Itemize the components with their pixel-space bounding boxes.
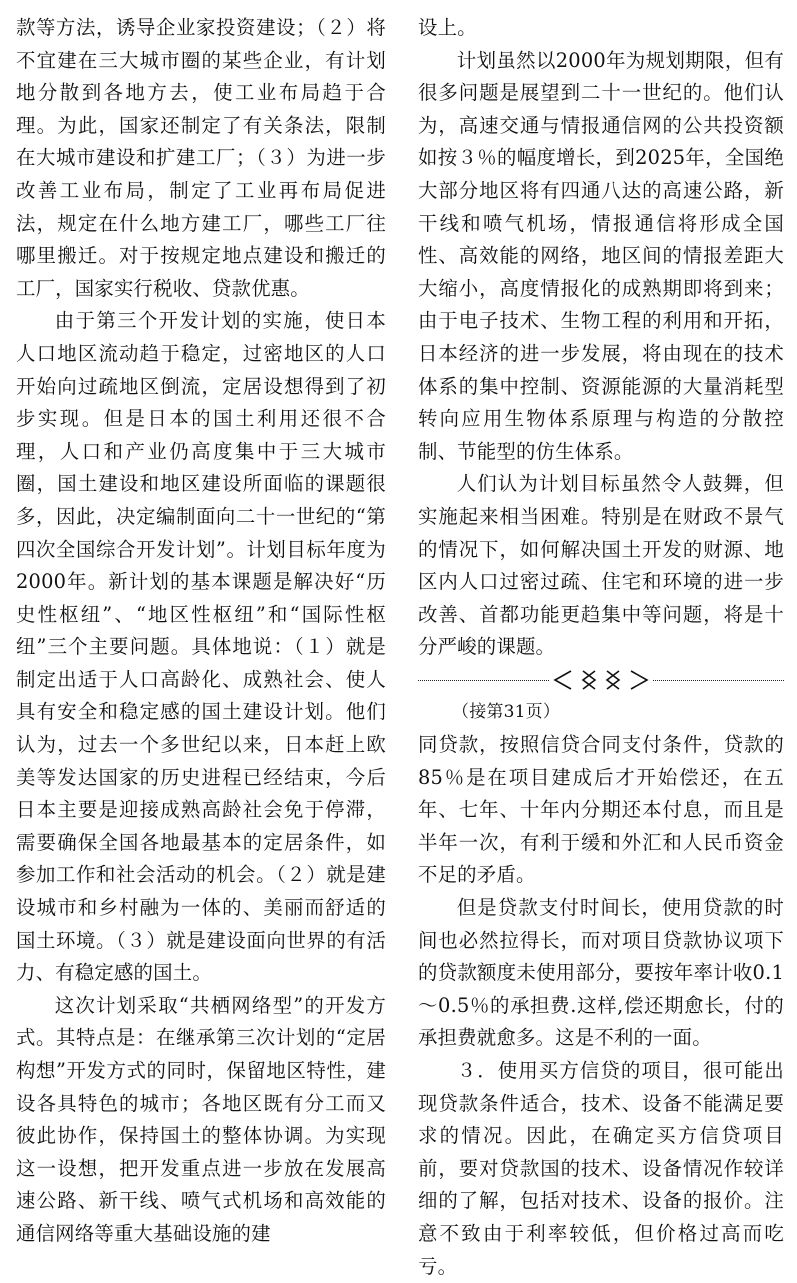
ornament-icon <box>553 669 649 691</box>
paragraph: 同贷款，按照信贷合同支付条件，贷款的85％是在项目建成后才开始偿还，在五年、七年、十年内分期还本付息，而且是半年一次，有利于缓和外汇和人民币资金不足的矛盾。 <box>418 733 784 887</box>
paragraph: ３．使用买方信贷的项目，很可能出现贷款条件适合，技术、设备不能满足要求的情况。因此，在确定买方信贷项目前，要对贷款国的技术、设备情况作较详细的了解，包括对技术、设备的报价。注意不致由于利率较低，但价格过高而吃亏。 <box>418 1059 784 1278</box>
divider-line-right <box>653 680 784 681</box>
section-divider <box>418 664 784 697</box>
paragraph: 款等方法，诱导企业家投资建设；（２）将不宜建在三大城市圈的某些企业，有计划地分散到各地方去，使工业布局趋于合理。为此，国家还制定了有关条法，限制在大城市建设和扩建工厂；（３）为进一步改善工业布局，制定了工业再布局促进法，规定在什么地方建工厂，哪些工厂往哪里搬迁。对于按规定地点建设和搬迁的工厂，国家实行税收、贷款优惠。 <box>16 16 386 300</box>
paragraph: 但是贷款支付时间长，使用贷款的时间也必然拉得长，而对项目贷款协议项下的贷款额度未使用部分，要按年率计收0.1～0.5％的承担费.这样,偿还期愈长，付的承担费就愈多。这是不利的一面。 <box>418 896 784 1050</box>
paragraph: 由于第三个开发计划的实施，使日本人口地区流动趋于稳定，过密地区的人口开始向过疏地区倒流，定居设想得到了初步实现。但是日本的国土利用还很不合理，人口和产业仍高度集中于三大城市圈，国土建设和地区建设所面临的课题很多，因此，决定编制面向二十一世纪的“第四次全国综合开发计划”。计划目标年度为2000年。新计划的基本课题是解决好“历史性枢纽”、“地区性枢纽”和“国际性枢纽”三个主要问题。具体地说：（１）就是制定出适于人口高龄化、成熟社会、使人具有安全和稳定感的国土建设计划。他们认为，过去一个多世纪以来，日本赶上欧美等发达国家的历史进程已经结束，今后日本主要是迎接成熟高龄社会免于停滞，需要确保全国各地最基本的定居条件，如参加工作和社会活动的机会。（２）就是建设城市和乡村融为一体的、美丽而舒适的国土环境。（３）就是建设面向世界的有活力、有稳定感的国土。 <box>16 309 386 985</box>
paragraph: 这次计划采取“共栖网络型”的开发方式。其特点是：在继承第三次计划的“定居构想”开发方式的同时，保留地区特性，建设各具特色的城市；各地区既有分工而又彼此协作，保持国土的整体协调。为实现这一设想，把开发重点进一步放在发展高速公路、新干线、喷气式机场和高效能的通信网络等重大基础设施的建 <box>16 993 386 1245</box>
continued-note: （接第31页） <box>452 702 561 723</box>
divider-line-left <box>418 680 549 681</box>
left-column <box>16 12 386 1251</box>
right-column <box>418 12 784 1283</box>
paragraph: 人们认为计划目标虽然令人鼓舞，但实施起来相当困难。特别是在财政不景气的情况下，如何解决国土开发的财源、地区内人口过密过疏、住宅和环境的进一步改善、首都功能更趋集中等问题，将是十分严峻的课题。 <box>418 472 784 659</box>
paragraph: 设上。 <box>418 16 477 39</box>
paragraph: 计划虽然以2000年为规划期限，但有很多问题是展望到二十一世纪的。他们认为，高速交通与情报通信网的公共投资额如按３％的幅度增长，到2025年，全国绝大部分地区将有四通八达的高速公路，新干线和喷气机场，情报通信将形成全国性、高效能的网络，地区间的情报差距大大缩小，高度情报化的成熟期即将到来；由于电子技术、生物工程的利用和开拓，日本经济的进一步发展，将由现在的技术体系的集中控制、资源能源的大量消耗型转向应用生物体系原理与构造的分散控制、节能型的仿生体系。 <box>418 48 784 463</box>
